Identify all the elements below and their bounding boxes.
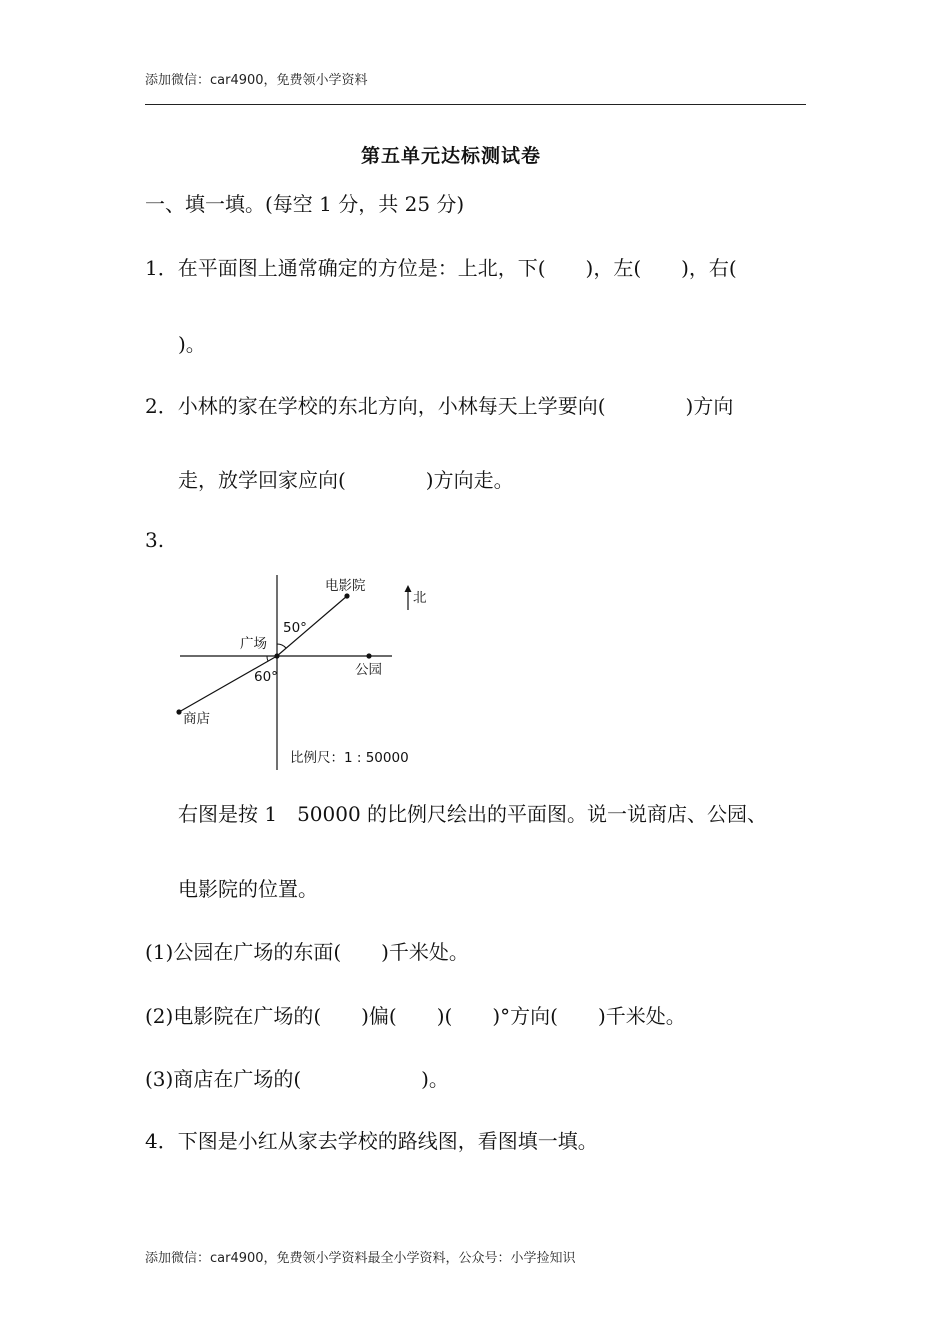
header-divider [145, 104, 806, 105]
cinema-label: 电影院 [325, 578, 366, 594]
page-header: 添加微信：car4900，免费领小学资料 [145, 73, 368, 88]
question-3-sub-3: (3)商店在广场的( )。 [145, 1067, 449, 1091]
park-label: 公园 [355, 662, 382, 678]
question-2-line-1: 2．小林的家在学校的东北方向，小林每天上学要向( )方向 [145, 394, 734, 418]
shop-point [176, 709, 181, 714]
angle-arc-sw [267, 656, 268, 661]
page-footer: 添加微信：car4900，免费领小学资料最全小学资料，公众号：小学捡知识 [145, 1251, 576, 1266]
map-figure [170, 568, 440, 774]
park-point [366, 653, 371, 658]
question-3-desc-line-2: 电影院的位置。 [178, 877, 318, 901]
page-title: 第五单元达标测试卷 [361, 145, 542, 167]
scale-label: 比例尺：1 : 50000 [290, 750, 409, 766]
angle-50-label: 50° [283, 620, 307, 636]
question-1-line-1: 1．在平面图上通常确定的方位是：上北，下( )，左( )，右( [145, 256, 737, 280]
angle-arc-ne [277, 644, 286, 648]
question-1-line-2: )。 [178, 332, 206, 356]
square-point [274, 653, 279, 658]
question-3-number: 3. [145, 528, 165, 552]
shop-label: 商店 [183, 711, 210, 727]
section-heading: 一、填一填。(每空 1 分，共 25 分) [145, 192, 465, 216]
north-label: 北 [413, 590, 427, 606]
question-4-line-1: 4．下图是小红从家去学校的路线图，看图填一填。 [145, 1129, 598, 1153]
question-2-line-2: 走，放学回家应向( )方向走。 [178, 468, 514, 492]
north-arrow-icon [405, 585, 412, 592]
question-3-sub-2: (2)电影院在广场的( )偏( )( )°方向( )千米处。 [145, 1004, 686, 1028]
square-label: 广场 [240, 636, 267, 652]
angle-60-label: 60° [254, 669, 278, 685]
question-3-desc-line-1: 右图是按 1 50000 的比例尺绘出的平面图。说一说商店、公园、 [178, 802, 768, 826]
question-3-sub-1: (1)公园在广场的东面( )千米处。 [145, 940, 469, 964]
cinema-point [344, 593, 349, 598]
